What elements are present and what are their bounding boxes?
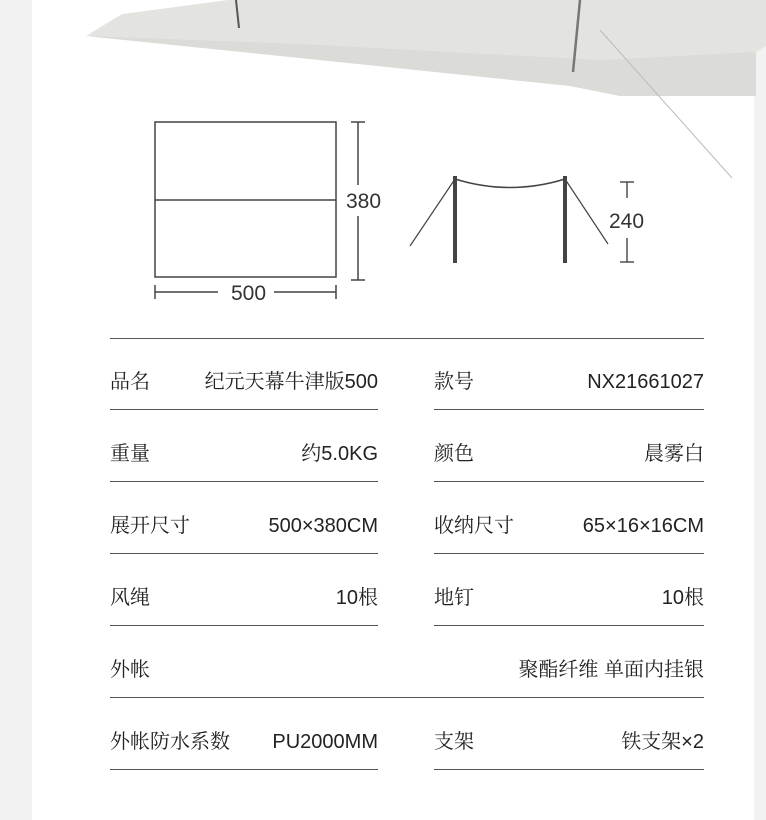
spec-value: 铁支架×2 <box>621 731 704 753</box>
spec-cell <box>110 554 378 626</box>
spec-cell <box>110 338 378 410</box>
spec-label: 风绳 <box>110 587 150 609</box>
side-ridge-rope <box>455 179 565 188</box>
spec-row-fabric <box>110 626 704 698</box>
spec-cell <box>434 482 704 554</box>
spec-value: 约5.0KG <box>301 443 378 465</box>
spec-label: 颜色 <box>434 443 474 465</box>
spec-cell <box>434 338 704 410</box>
spec-cell <box>434 698 704 770</box>
spec-row-accessories <box>110 554 704 626</box>
spec-label: 收纳尺寸 <box>434 515 514 537</box>
spec-label: 重量 <box>110 443 150 465</box>
spec-label: 外帐防水系数 <box>110 731 230 753</box>
spec-cell <box>110 626 704 698</box>
spec-value: NX21661027 <box>587 371 704 393</box>
side-view-diagram <box>410 176 634 263</box>
spec-value: 65×16×16CM <box>582 515 704 537</box>
spec-cell <box>434 554 704 626</box>
spec-value: 聚酯纤维 单面内挂银 <box>518 659 704 681</box>
spec-label: 地钉 <box>434 587 474 609</box>
spec-value: PU2000MM <box>272 731 378 753</box>
spec-label: 展开尺寸 <box>110 515 190 537</box>
spec-label: 款号 <box>434 371 474 393</box>
spec-row-size <box>110 482 704 554</box>
spec-label: 支架 <box>434 731 474 753</box>
top-view-diagram <box>155 122 365 299</box>
spec-value: 10根 <box>335 587 378 609</box>
spec-value: 10根 <box>661 587 704 609</box>
spec-row-name <box>110 338 704 410</box>
side-guy-right <box>565 179 608 244</box>
spec-value: 纪元天幕牛津版500 <box>204 371 378 393</box>
width-dim-label: 500 <box>231 282 267 305</box>
spec-cell <box>110 482 378 554</box>
spec-value: 500×380CM <box>268 515 378 537</box>
spec-row-weight <box>110 410 704 482</box>
height-dim-label: 240 <box>609 210 645 233</box>
spec-label: 品名 <box>110 371 150 393</box>
spec-label: 外帐 <box>110 659 150 681</box>
dimension-diagram <box>0 100 766 320</box>
spec-cell <box>110 410 378 482</box>
spec-value: 晨雾白 <box>644 443 704 465</box>
spec-divider <box>434 769 704 770</box>
spec-divider <box>110 769 378 770</box>
spec-row-waterproof <box>110 698 704 770</box>
spec-cell <box>434 410 704 482</box>
side-guy-left <box>410 179 455 246</box>
spec-cell <box>110 698 378 770</box>
depth-dim-label: 380 <box>346 190 382 213</box>
